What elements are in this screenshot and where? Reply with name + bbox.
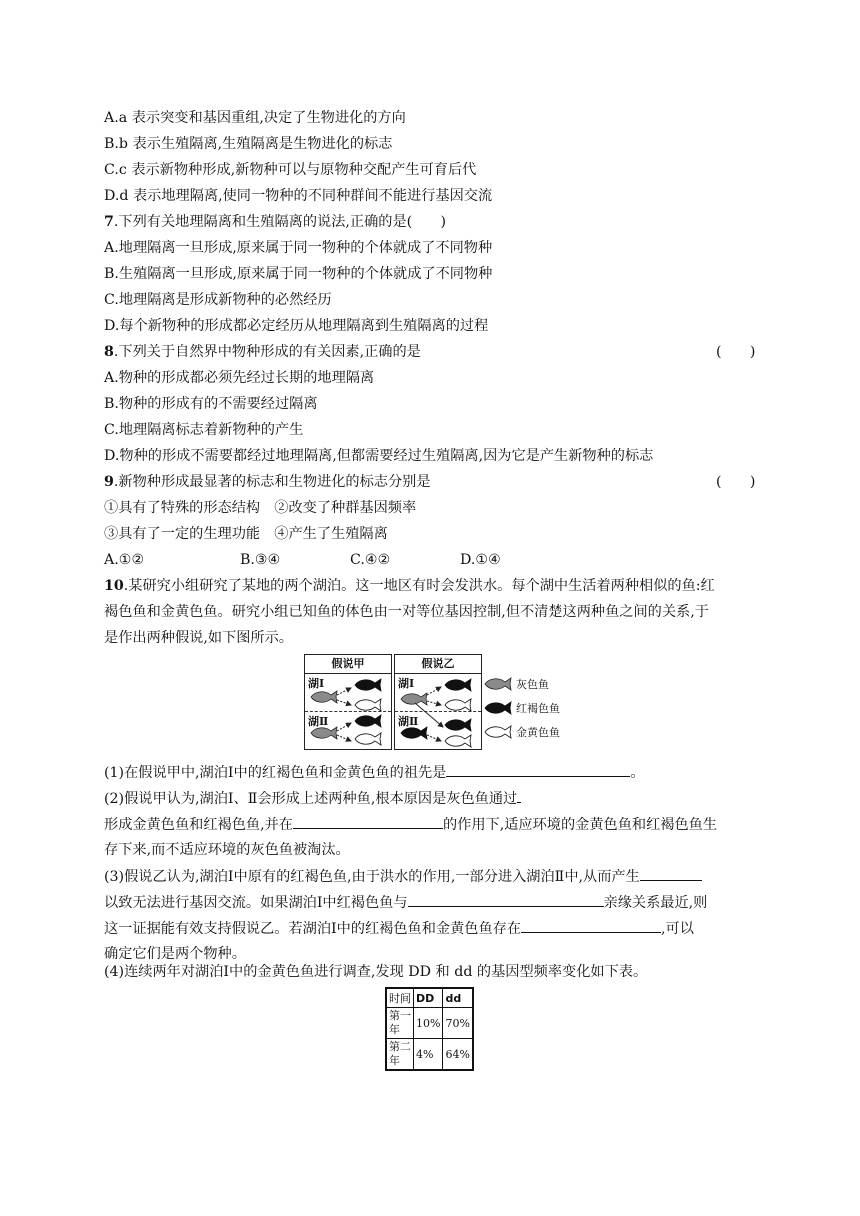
q10-sub4: (4)连续两年对湖泊Ⅰ中的金黄色鱼进行调查,发现 DD 和 dd 的基因型频率变化如下表。 xyxy=(104,964,648,980)
legend-gray-fish xyxy=(484,676,549,692)
q8-number: 8 xyxy=(104,344,114,360)
q9-choice-d: D.①④ xyxy=(460,552,501,568)
q10-sub3-line3 xyxy=(104,918,694,939)
legend-red-brown-fish xyxy=(484,700,560,716)
table-cell-dd: 4% xyxy=(414,1039,443,1071)
q10-sub3-text-2b: 亲缘关系最近,则 xyxy=(603,895,708,911)
panel-b-lake2-label: 湖Ⅱ xyxy=(398,715,419,728)
q10-sub3-line2 xyxy=(104,892,707,913)
q10-sub3-text-3a: 这一证据能有效支持假说乙。若湖泊Ⅰ中的红褐色鱼和金黄色鱼存在 xyxy=(104,921,522,937)
q10-sub2-answer-blank-1[interactable] xyxy=(517,788,521,803)
q10-sub2-text-1: (2)假说甲认为,湖泊Ⅰ、Ⅱ会形成上述两种鱼,根本原因是灰色鱼通过 xyxy=(104,791,518,807)
q10-sub3-text-2a: 以致无法进行基因交流。如果湖泊Ⅰ中红褐色鱼与 xyxy=(104,895,408,911)
table-cell-year: 第二年 xyxy=(386,1039,414,1071)
q10-sub2-text-2b: 的作用下,适应环境的金黄色鱼和红褐色鱼生 xyxy=(442,817,718,833)
q7-option-b: B.生殖隔离一旦形成,原来属于同一物种的个体就成了不同物种 xyxy=(104,266,493,282)
q10-stem-2: 褐色鱼和金黄色鱼。研究小组已知鱼的体色由一对等位基因控制,但不清楚这两种鱼之间的关系,于 xyxy=(104,604,709,620)
q10-stem-text-1: .某研究小组研究了某地的两个湖泊。这一地区有时会发洪水。每个湖中生活着两种相似的鱼:红 xyxy=(123,578,715,594)
q7-stem-text: .下列有关地理隔离和生殖隔离的说法,正确的是( ) xyxy=(113,214,447,230)
gray-fish-icon xyxy=(484,677,512,691)
hypothesis-figure xyxy=(300,652,600,752)
q8-option-b: B.物种的形成有的不需要经过隔离 xyxy=(104,396,318,412)
q9-answer-paren: ( ) xyxy=(716,474,756,490)
header-dd-dominant: DD xyxy=(414,988,443,1008)
q10-sub2-line3: 存下来,而不适应环境的灰色鱼被淘汰。 xyxy=(104,842,350,858)
q10-stem-3: 是作出两种假说,如下图所示。 xyxy=(104,630,293,646)
q7-stem xyxy=(104,212,446,232)
q10-sub3-answer-blank-1[interactable] xyxy=(640,866,702,881)
q10-sub3-line4: 确定它们是两个物种。 xyxy=(104,946,246,962)
legend-golden-fish xyxy=(484,724,560,740)
table-row xyxy=(386,1008,473,1039)
q10-sub3-line1 xyxy=(104,866,702,887)
q10-sub1-suffix: 。 xyxy=(630,765,645,781)
q7-option-c: C.地理隔离是形成新物种的必然经历 xyxy=(104,292,332,308)
panel-b-title: 假说乙 xyxy=(395,655,481,674)
golden-fish-icon xyxy=(484,725,512,739)
q9-choice-b: B.③④ xyxy=(240,552,281,568)
q6-option-c: C.c 表示新物种形成,新物种可以与原物种交配产生可育后代 xyxy=(104,162,477,178)
q6-option-d: D.d 表示地理隔离,使同一物种的不同种群间不能进行基因交流 xyxy=(104,188,493,204)
q8-option-c: C.地理隔离标志着新物种的产生 xyxy=(104,422,304,438)
legend-gray-label: 灰色鱼 xyxy=(516,678,549,691)
q8-option-a: A.物种的形成都必须先经过长期的地理隔离 xyxy=(104,370,375,386)
q7-option-a: A.地理隔离一旦形成,原来属于同一物种的个体就成了不同物种 xyxy=(104,240,493,256)
q10-sub1 xyxy=(104,762,645,783)
legend-golden-label: 金黄色鱼 xyxy=(516,726,560,739)
q10-number: 10 xyxy=(104,578,124,594)
q9-stem-text: .新物种形成最显著的标志和生物进化的标志分别是 xyxy=(113,474,431,490)
header-time: 时间 xyxy=(386,988,414,1008)
table-cell-dd-recessive: 70% xyxy=(443,1008,473,1039)
table-row xyxy=(386,1039,473,1071)
q8-option-d: D.物种的形成不需要都经过地理隔离,但都需要经过生殖隔离,因为它是产生新物种的标志 xyxy=(104,448,654,464)
panel-a-fish-diagram xyxy=(305,655,391,749)
q9-stem xyxy=(104,472,431,492)
q10-sub1-prefix: (1)在假说甲中,湖泊Ⅰ中的红褐色鱼和金黄色鱼的祖先是 xyxy=(104,765,447,781)
table-header-row xyxy=(386,988,473,1008)
q10-sub2-line1 xyxy=(104,788,521,809)
table-cell-year: 第一年 xyxy=(386,1008,414,1039)
q8-answer-paren: ( ) xyxy=(716,344,756,360)
panel-a-lake1-label: 湖Ⅰ xyxy=(308,677,325,690)
q6-option-a: A.a 表示突变和基因重组,决定了生物进化的方向 xyxy=(104,110,406,126)
panel-a-lake2-label: 湖Ⅱ xyxy=(308,715,329,728)
q7-option-d: D.每个新物种的形成都必定经历从地理隔离到生殖隔离的过程 xyxy=(104,318,489,334)
q10-sub1-answer-blank[interactable] xyxy=(446,762,630,777)
q8-stem xyxy=(104,342,421,362)
q9-choice-a: A.①② xyxy=(104,552,145,568)
header-dd-recessive: dd xyxy=(443,988,473,1008)
red-brown-fish-icon xyxy=(484,701,512,715)
q9-items-1: ①具有了特殊的形态结构 ②改变了种群基因频率 xyxy=(104,500,417,516)
panel-hypothesis-b xyxy=(394,654,482,750)
q10-sub2-text-2a: 形成金黄色鱼和红褐色鱼,并在 xyxy=(104,817,293,833)
q10-sub3-text-1: (3)假说乙认为,湖泊Ⅰ中原有的红褐色鱼,由于洪水的作用,一部分进入湖泊Ⅱ中,从而产生 xyxy=(104,869,640,885)
q10-sub3-text-3b: ,可以 xyxy=(661,921,694,937)
q9-items-2: ③具有了一定的生理功能 ④产生了生殖隔离 xyxy=(104,526,388,542)
q10-stem-1 xyxy=(104,576,715,596)
genotype-frequency-table xyxy=(385,987,474,1071)
table-cell-dd-recessive: 64% xyxy=(443,1039,473,1071)
q10-sub2-line2 xyxy=(104,814,717,835)
panel-hypothesis-a xyxy=(304,654,392,750)
table-cell-dd: 10% xyxy=(414,1008,443,1039)
q7-number: 7 xyxy=(104,214,114,230)
q8-stem-text: .下列关于自然界中物种形成的有关因素,正确的是 xyxy=(113,344,421,360)
panel-a-title: 假说甲 xyxy=(305,655,391,674)
panel-b-lake1-label: 湖Ⅰ xyxy=(398,677,415,690)
legend-red-brown-label: 红褐色鱼 xyxy=(516,702,560,715)
q10-sub2-answer-blank-2[interactable] xyxy=(293,814,443,829)
q10-sub3-answer-blank-2[interactable] xyxy=(408,892,604,907)
q10-sub3-answer-blank-3[interactable] xyxy=(521,918,661,933)
q9-number: 9 xyxy=(104,474,114,490)
q9-choice-c: C.④② xyxy=(350,552,391,568)
q6-option-b: B.b 表示生殖隔离,生殖隔离是生物进化的标志 xyxy=(104,136,393,152)
panel-b-fish-diagram xyxy=(395,655,481,749)
